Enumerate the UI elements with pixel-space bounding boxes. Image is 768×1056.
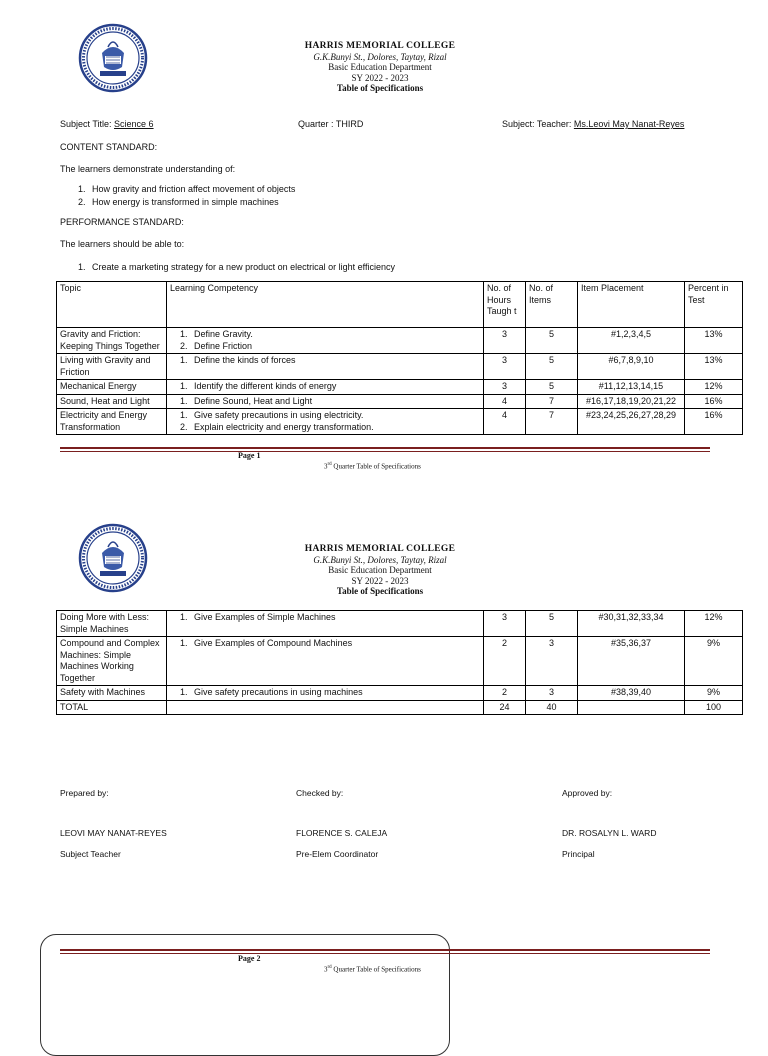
items-cell: 3 <box>526 637 578 686</box>
performance-standard-list <box>60 261 560 274</box>
subject-title-value: Science 6 <box>114 119 154 129</box>
competency-cell <box>167 686 484 701</box>
table-total-row <box>57 700 743 715</box>
college-name: HARRIS MEMORIAL COLLEGE <box>304 41 456 51</box>
column-header: Topic <box>57 282 167 328</box>
footer-quarter-num: 3 <box>324 965 328 974</box>
competency-item: 1. Identify the different kinds of energy <box>190 381 480 393</box>
content-standard-item: 2. How energy is transformed in simple machines <box>88 196 560 209</box>
approved-by-label: Approved by: <box>562 788 613 798</box>
quarter-label: Quarter : THIRD <box>298 119 364 129</box>
placement-cell: #30,31,32,33,34 <box>578 611 685 637</box>
signatory-position: Subject Teacher <box>60 849 121 859</box>
document-header <box>230 41 530 94</box>
competency-cell <box>167 611 484 637</box>
table-row <box>57 354 743 380</box>
document-header <box>230 544 530 597</box>
page-number: Page 2 <box>238 954 261 963</box>
percent-cell: 13% <box>685 354 743 380</box>
hours-cell: 4 <box>484 409 526 435</box>
competency-cell <box>167 637 484 686</box>
items-cell: 7 <box>526 394 578 409</box>
competency-item: 2. Explain electricity and energy transformation. <box>190 422 480 434</box>
competency-item: 1. Define the kinds of forces <box>190 355 480 367</box>
table-row <box>57 409 743 435</box>
total-hours: 24 <box>484 700 526 715</box>
signatory-name: LEOVI MAY NANAT-REYES <box>60 828 167 838</box>
placement-cell: #38,39,40 <box>578 686 685 701</box>
table-row <box>57 686 743 701</box>
items-cell: 5 <box>526 380 578 395</box>
items-cell: 5 <box>526 611 578 637</box>
document-title: Table of Specifications <box>336 586 424 596</box>
prepared-by-label: Prepared by: <box>60 788 109 798</box>
placement-cell: #1,2,3,4,5 <box>578 328 685 354</box>
college-address: G.K.Bunyi St., Dolores, Taytay, Rizal <box>313 554 447 565</box>
competency-cell <box>167 354 484 380</box>
signatory-name: FLORENCE S. CALEJA <box>296 828 388 838</box>
hours-cell: 4 <box>484 394 526 409</box>
table-row <box>57 637 743 686</box>
performance-standard-intro: The learners should be able to: <box>60 239 185 249</box>
percent-cell: 9% <box>685 686 743 701</box>
competency-item: 2. Define Friction <box>190 341 480 353</box>
content-standard-item: 1. How gravity and friction affect movement of objects <box>88 183 560 196</box>
document-title: Table of Specifications <box>336 83 424 93</box>
subject-title-label: Subject Title: <box>60 119 115 129</box>
content-standard-heading: CONTENT STANDARD: <box>60 142 158 152</box>
signatory-name: DR. ROSALYN L. WARD <box>562 828 657 838</box>
competency-item: 1. Give safety precautions in using electricity. <box>190 410 480 422</box>
footer-quarter-suffix: rd <box>327 965 332 970</box>
content-standard-intro: The learners demonstrate understanding of: <box>60 164 236 174</box>
column-header: Learning Competency <box>167 282 484 328</box>
percent-cell: 13% <box>685 328 743 354</box>
column-header: Percent in Test <box>685 282 743 328</box>
topic-cell: Gravity and Friction: Keeping Things Together <box>57 328 167 354</box>
topic-cell: Sound, Heat and Light <box>57 394 167 409</box>
college-seal-logo <box>78 523 148 593</box>
department-name: Basic Education Department <box>328 62 432 72</box>
total-percent: 100 <box>685 700 743 715</box>
footer-divider <box>60 447 710 452</box>
subject-title <box>60 119 154 129</box>
total-placement-cell <box>578 700 685 715</box>
specifications-table-page1 <box>56 281 743 435</box>
competency-item: 1. Give Examples of Simple Machines <box>190 612 480 624</box>
percent-cell: 12% <box>685 380 743 395</box>
competency-item: 1. Define Sound, Heat and Light <box>190 396 480 408</box>
school-year: SY 2022 - 2023 <box>351 575 409 586</box>
footer-quarter-num: 3 <box>324 462 328 471</box>
placement-cell: #16,17,18,19,20,21,22 <box>578 394 685 409</box>
footer-divider <box>60 949 710 954</box>
subject-teacher-label: Subject: Teacher: <box>502 119 574 129</box>
footer-quarter-title <box>324 965 421 973</box>
performance-standard-item: 1. Create a marketing strategy for a new product on electrical or light efficiency <box>88 261 560 274</box>
hours-cell: 2 <box>484 686 526 701</box>
hours-cell: 3 <box>484 611 526 637</box>
items-cell: 3 <box>526 686 578 701</box>
topic-cell: Electricity and Energy Transformation <box>57 409 167 435</box>
college-seal-logo <box>78 23 148 93</box>
specifications-table-page2 <box>56 610 743 715</box>
college-address: G.K.Bunyi St., Dolores, Taytay, Rizal <box>313 51 447 62</box>
footer-quarter-text: Quarter Table of Specifications <box>331 965 421 974</box>
footer-quarter-text: Quarter Table of Specifications <box>331 462 421 471</box>
hours-cell: 3 <box>484 380 526 395</box>
footer-quarter-suffix: rd <box>327 462 332 467</box>
competency-item: 1. Give safety precautions in using machines <box>190 687 480 699</box>
checked-by-label: Checked by: <box>296 788 344 798</box>
items-cell: 7 <box>526 409 578 435</box>
competency-cell <box>167 328 484 354</box>
percent-cell: 16% <box>685 394 743 409</box>
subject-teacher-value: Ms.Leovi May Nanat-Reyes <box>573 119 685 129</box>
table-header-row <box>57 282 743 328</box>
competency-item: 1. Define Gravity. <box>190 329 480 341</box>
college-name: HARRIS MEMORIAL COLLEGE <box>304 544 456 554</box>
department-name: Basic Education Department <box>328 565 432 575</box>
topic-cell: Safety with Machines <box>57 686 167 701</box>
items-cell: 5 <box>526 328 578 354</box>
topic-cell: Mechanical Energy <box>57 380 167 395</box>
column-header: Item Placement <box>578 282 685 328</box>
total-label: TOTAL <box>57 700 167 715</box>
signatory-position: Pre-Elem Coordinator <box>296 849 379 859</box>
topic-cell: Compound and Complex Machines: Simple Machines Working Together <box>57 637 167 686</box>
column-header: No. of Items <box>526 282 578 328</box>
items-cell: 5 <box>526 354 578 380</box>
percent-cell: 12% <box>685 611 743 637</box>
hours-cell: 3 <box>484 328 526 354</box>
competency-cell <box>167 394 484 409</box>
placement-cell: #11,12,13,14,15 <box>578 380 685 395</box>
competency-cell <box>167 409 484 435</box>
signatory-position: Principal <box>562 849 595 859</box>
percent-cell: 16% <box>685 409 743 435</box>
page-number: Page 1 <box>238 451 261 460</box>
percent-cell: 9% <box>685 637 743 686</box>
total-competency-cell <box>167 700 484 715</box>
column-header: No. of Hours Taugh t <box>484 282 526 328</box>
table-row <box>57 611 743 637</box>
placement-cell: #6,7,8,9,10 <box>578 354 685 380</box>
placement-cell: #23,24,25,26,27,28,29 <box>578 409 685 435</box>
hours-cell: 3 <box>484 354 526 380</box>
placement-cell: #35,36,37 <box>578 637 685 686</box>
subject-teacher <box>502 119 684 129</box>
performance-standard-heading: PERFORMANCE STANDARD: <box>60 217 184 227</box>
content-standard-list <box>60 183 560 209</box>
total-items: 40 <box>526 700 578 715</box>
competency-cell <box>167 380 484 395</box>
footer-quarter-title <box>324 462 421 470</box>
school-year: SY 2022 - 2023 <box>351 72 409 83</box>
topic-cell: Living with Gravity and Friction <box>57 354 167 380</box>
topic-cell: Doing More with Less: Simple Machines <box>57 611 167 637</box>
competency-item: 1. Give Examples of Compound Machines <box>190 638 480 650</box>
table-row <box>57 328 743 354</box>
table-row <box>57 380 743 395</box>
table-row <box>57 394 743 409</box>
hours-cell: 2 <box>484 637 526 686</box>
